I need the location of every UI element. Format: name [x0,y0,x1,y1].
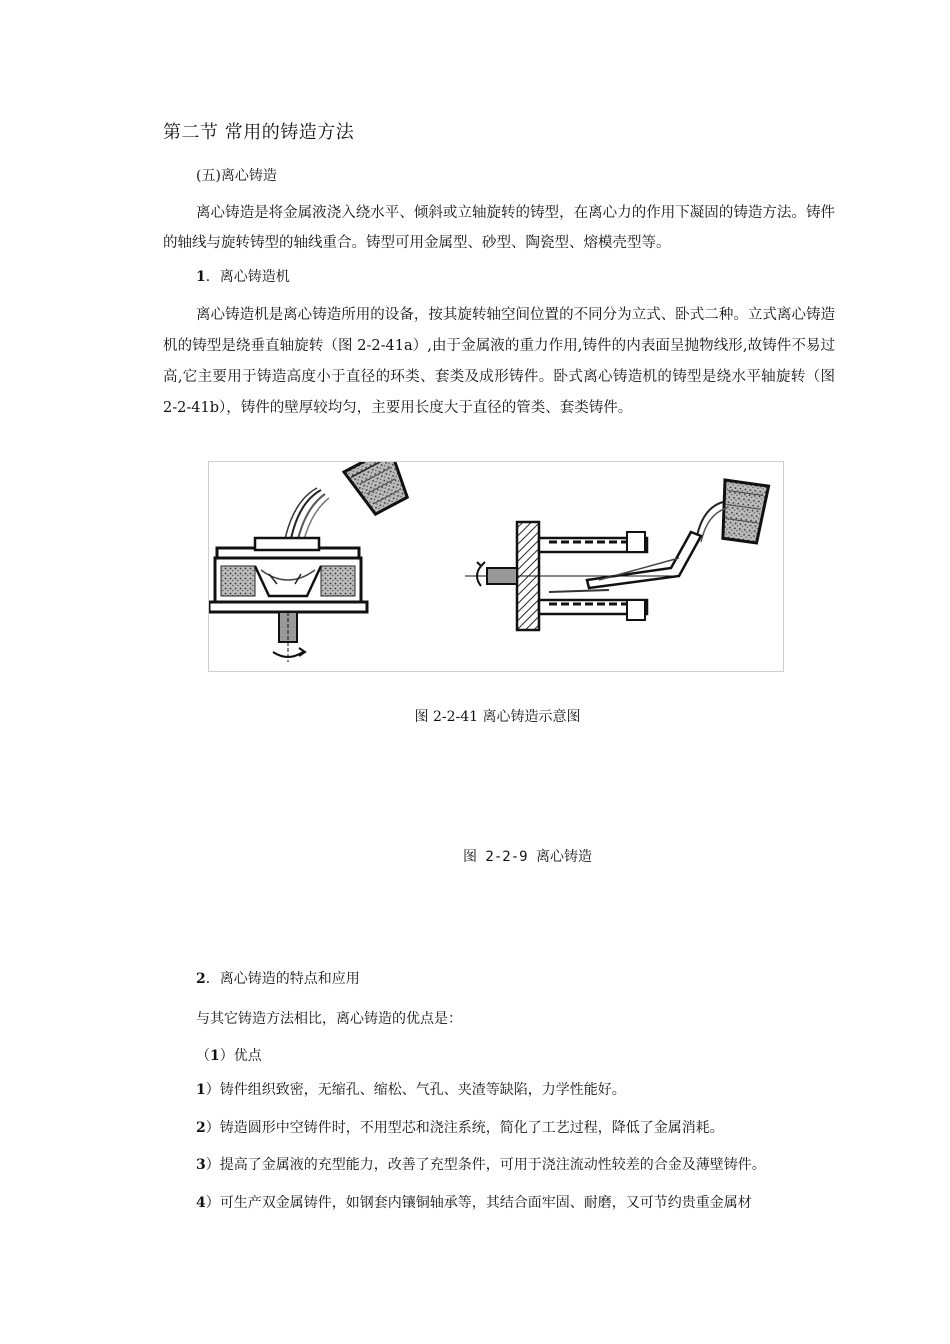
figure-centrifugal-casting [208,461,784,672]
section-title: 第二节 常用的铸造方法 [163,122,355,143]
intro-line: 与其它铸造方法相比，离心铸造的优点是： [196,1011,462,1027]
paragraph-intro: 离心铸造是将金属液浇入绕水平、倾斜或立轴旋转的铸型，在离心力的作用下凝固的铸造方法。铸件的轴线与旋转铸型的轴线重合。铸型可用金属型、砂型、陶瓷型、熔模壳型等。 [163,205,835,251]
paren-open: （ [196,1048,210,1064]
list-item [196,1154,766,1174]
list-item-text: ）铸造圆形中空铸件时，不用型芯和浇注系统，简化了工艺过程，降低了金属消耗。 [205,1120,724,1136]
heading-number: 2 [196,971,206,987]
heading-features [196,968,360,988]
advantages-text: ）优点 [219,1048,262,1064]
list-item-text: ）提高了金属液的充型能力，改善了充型条件，可用于浇注流动性较差的合金及薄壁铸件。 [205,1157,766,1173]
subsection-title: (五)离心铸造 [196,168,277,184]
list-item-number: 2 [196,1120,206,1136]
list-item-text: ）铸件组织致密，无缩孔、缩松、气孔、夹渣等缺陷，力学性能好。 [205,1082,626,1098]
figure-caption: 图 2-2-41 离心铸造示意图 [414,709,581,725]
list-item [196,1079,626,1099]
advantages-heading [196,1045,262,1065]
figure-caption-secondary: 图 2-2-9 离心铸造 [463,849,593,865]
heading-number: 1 [196,269,206,285]
heading-text: ．离心铸造机 [205,269,290,285]
list-item-text: ）可生产双金属铸件，如钢套内镶铜轴承等，其结合面牢固、耐磨，又可节约贵重金属材 [205,1195,752,1211]
heading-casting-machine [196,266,290,286]
list-item [196,1117,724,1137]
list-item-number: 1 [196,1082,206,1098]
list-item-number: 4 [196,1195,206,1211]
vertical-casting-diagram [209,462,414,662]
list-item [196,1192,752,1212]
heading-text: ．离心铸造的特点和应用 [205,971,360,987]
paragraph-casting-machine: 离心铸造机是离心铸造所用的设备，按其旋转轴空间位置的不同分为立式、卧式二种。立式离心铸造机的铸型是绕垂直轴旋转（图 2-2-41a）,由于金属液的重力作用,铸件的内表面呈抛物线形,故铸件不易过高,它主要用于铸造高度小于直径的环类、套类及成形铸件。卧式离心铸造机的铸型是绕水平轴旋转（图 2-2-41b），铸件的壁厚较均匀，主要用长度大于直径的管类、套类铸件。 [163,307,835,416]
figure-illustration [209,462,783,671]
horizontal-casting-diagram [465,480,769,630]
list-item-number: 3 [196,1157,206,1173]
advantages-number: 1 [210,1048,220,1064]
